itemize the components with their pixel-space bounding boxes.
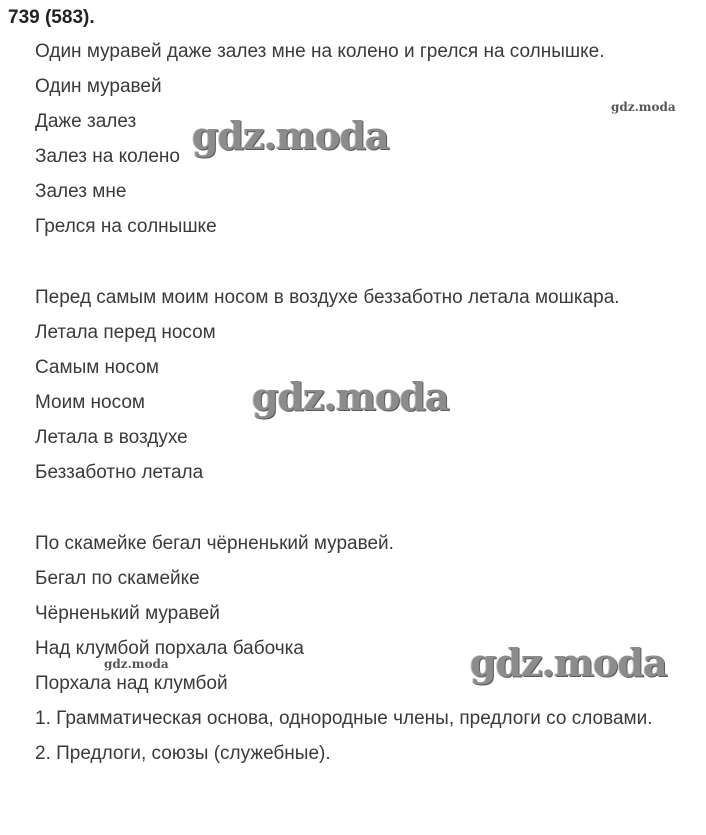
phrase-1-1: Один муравей	[35, 76, 162, 97]
phrase-1-2: Даже залез	[35, 111, 137, 132]
phrase-3-4: Порхала над клумбой	[35, 673, 228, 694]
phrase-2-4: Летала в воздухе	[35, 427, 188, 448]
sentence-1: Один муравей даже залез мне на колено и грелся на солнышке.	[35, 41, 605, 62]
phrase-3-2: Чёрненький муравей	[35, 603, 220, 624]
phrase-3-3: Над клумбой порхала бабочка	[35, 638, 304, 659]
exercise-number: 739 (583).	[8, 7, 95, 28]
sentence-2: Перед самым моим носом в воздухе беззаботно летала мошкара.	[35, 287, 620, 308]
phrase-1-4: Залез мне	[35, 181, 127, 202]
answer-1: 1. Грамматическая основа, однородные члены, предлоги со словами.	[35, 708, 653, 729]
phrase-1-3: Залез на колено	[35, 146, 180, 167]
phrase-2-5: Беззаботно летала	[35, 462, 204, 483]
phrase-1-5: Грелся на солнышке	[35, 216, 217, 237]
watermark-logo: gdz.moda	[192, 113, 389, 158]
answer-2: 2. Предлоги, союзы (служебные).	[35, 743, 331, 764]
sentence-3: По скамейке бегал чёрненький муравей.	[35, 533, 394, 554]
watermark-logo: gdz.moda	[252, 374, 449, 419]
watermark-logo: gdz.moda	[470, 640, 667, 685]
phrase-3-1: Бегал по скамейке	[35, 568, 200, 589]
watermark-small: gdz.moda	[104, 657, 169, 671]
phrase-2-2: Самым носом	[35, 357, 159, 378]
phrase-2-1: Летала перед носом	[35, 322, 216, 343]
watermark-small: gdz.moda	[611, 100, 676, 114]
phrase-2-3: Моим носом	[35, 392, 145, 413]
